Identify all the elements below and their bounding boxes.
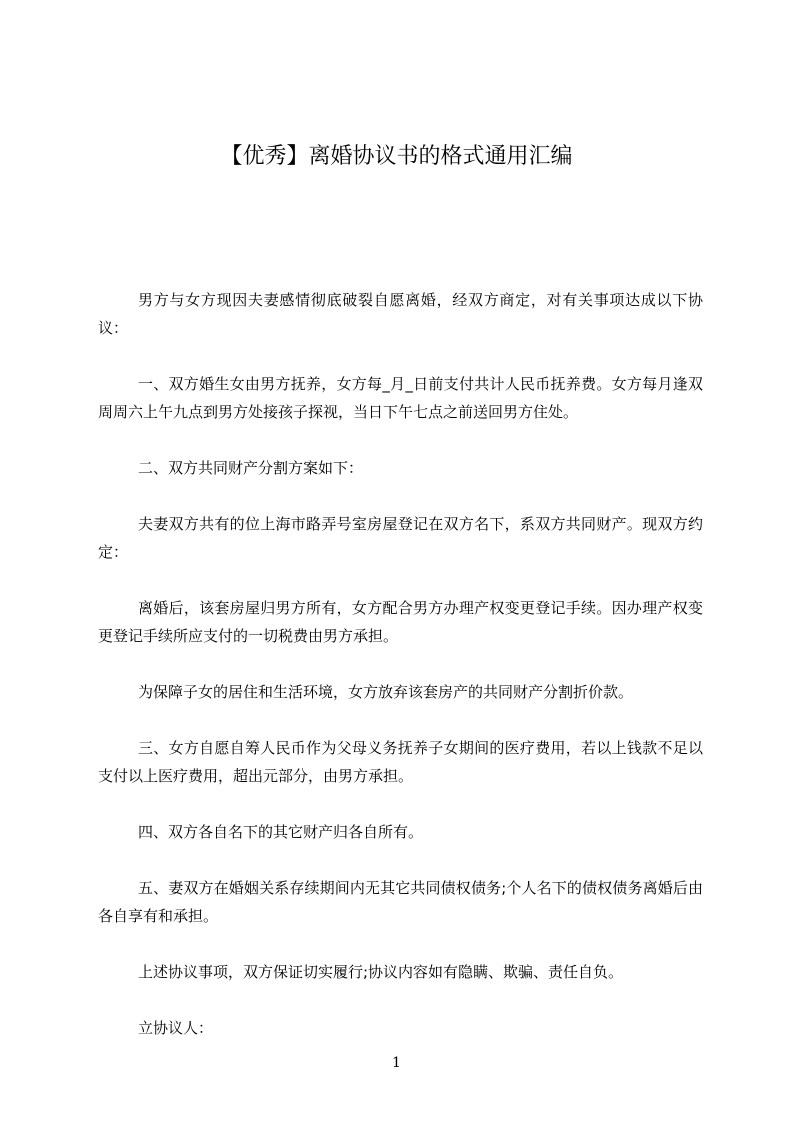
paragraph-spacer: [98, 426, 703, 454]
paragraph-spacer: [98, 650, 703, 678]
paragraph-spacer: [98, 790, 703, 818]
paragraph-clause-5: 五、妻双方在婚姻关系存续期间内无其它共同债权债务;个人名下的债权债务离婚后由各自享有和承担。: [98, 879, 703, 925]
paragraph-spacer: [98, 986, 703, 1014]
paragraph-clause-2: 二、双方共同财产分割方案如下：: [138, 459, 364, 477]
paragraph-intro: 男方与女方现因夫妻感情彻底破裂自愿离婚，经双方商定，对有关事项达成以下协议：: [98, 291, 703, 337]
page-number: 1: [392, 1055, 401, 1071]
paragraph-guarantee: 上述协议事项，双方保证切实履行;协议内容如有隐瞒、欺骗、责任自负。: [138, 963, 624, 981]
paragraph-property: 夫妻双方共有的位上海市路弄号室房屋登记在双方名下，系双方共同财产。现双方约定：: [98, 515, 703, 561]
paragraph-spacer: [98, 706, 703, 734]
paragraph-clause-3: 三、女方自愿自筹人民币作为父母义务抚养子女期间的医疗费用，若以上钱款不足以支付以上医疗费用，超出元部分，由男方承担。: [98, 739, 703, 785]
document-body: [98, 286, 703, 1042]
document-title: 【优秀】离婚协议书的格式通用汇编: [220, 144, 573, 169]
paragraph-spacer: [98, 930, 703, 958]
paragraph-house: 离婚后，该套房屋归男方所有，女方配合男方办理产权变更登记手续。因办理产权变更登记手续所应支付的一切税费由男方承担。: [98, 599, 703, 645]
paragraph-spacer: [98, 342, 703, 370]
paragraph-clause-4: 四、双方各自名下的其它财产归各自所有。: [138, 823, 424, 841]
paragraph-spacer: [98, 482, 703, 510]
paragraph-spacer: [98, 566, 703, 594]
paragraph-waiver: 为保障子女的居住和生活环境，女方放弃该套房产的共同财产分割折价款。: [138, 683, 634, 701]
paragraph-signatory: 立协议人：: [138, 1019, 214, 1037]
paragraph-spacer: [98, 846, 703, 874]
paragraph-clause-1: 一、双方婚生女由男方抚养，女方每_月_日前支付共计人民币抚养费。女方每月逢双周周六上午九点到男方处接孩子探视，当日下午七点之前送回男方住处。: [98, 375, 703, 421]
